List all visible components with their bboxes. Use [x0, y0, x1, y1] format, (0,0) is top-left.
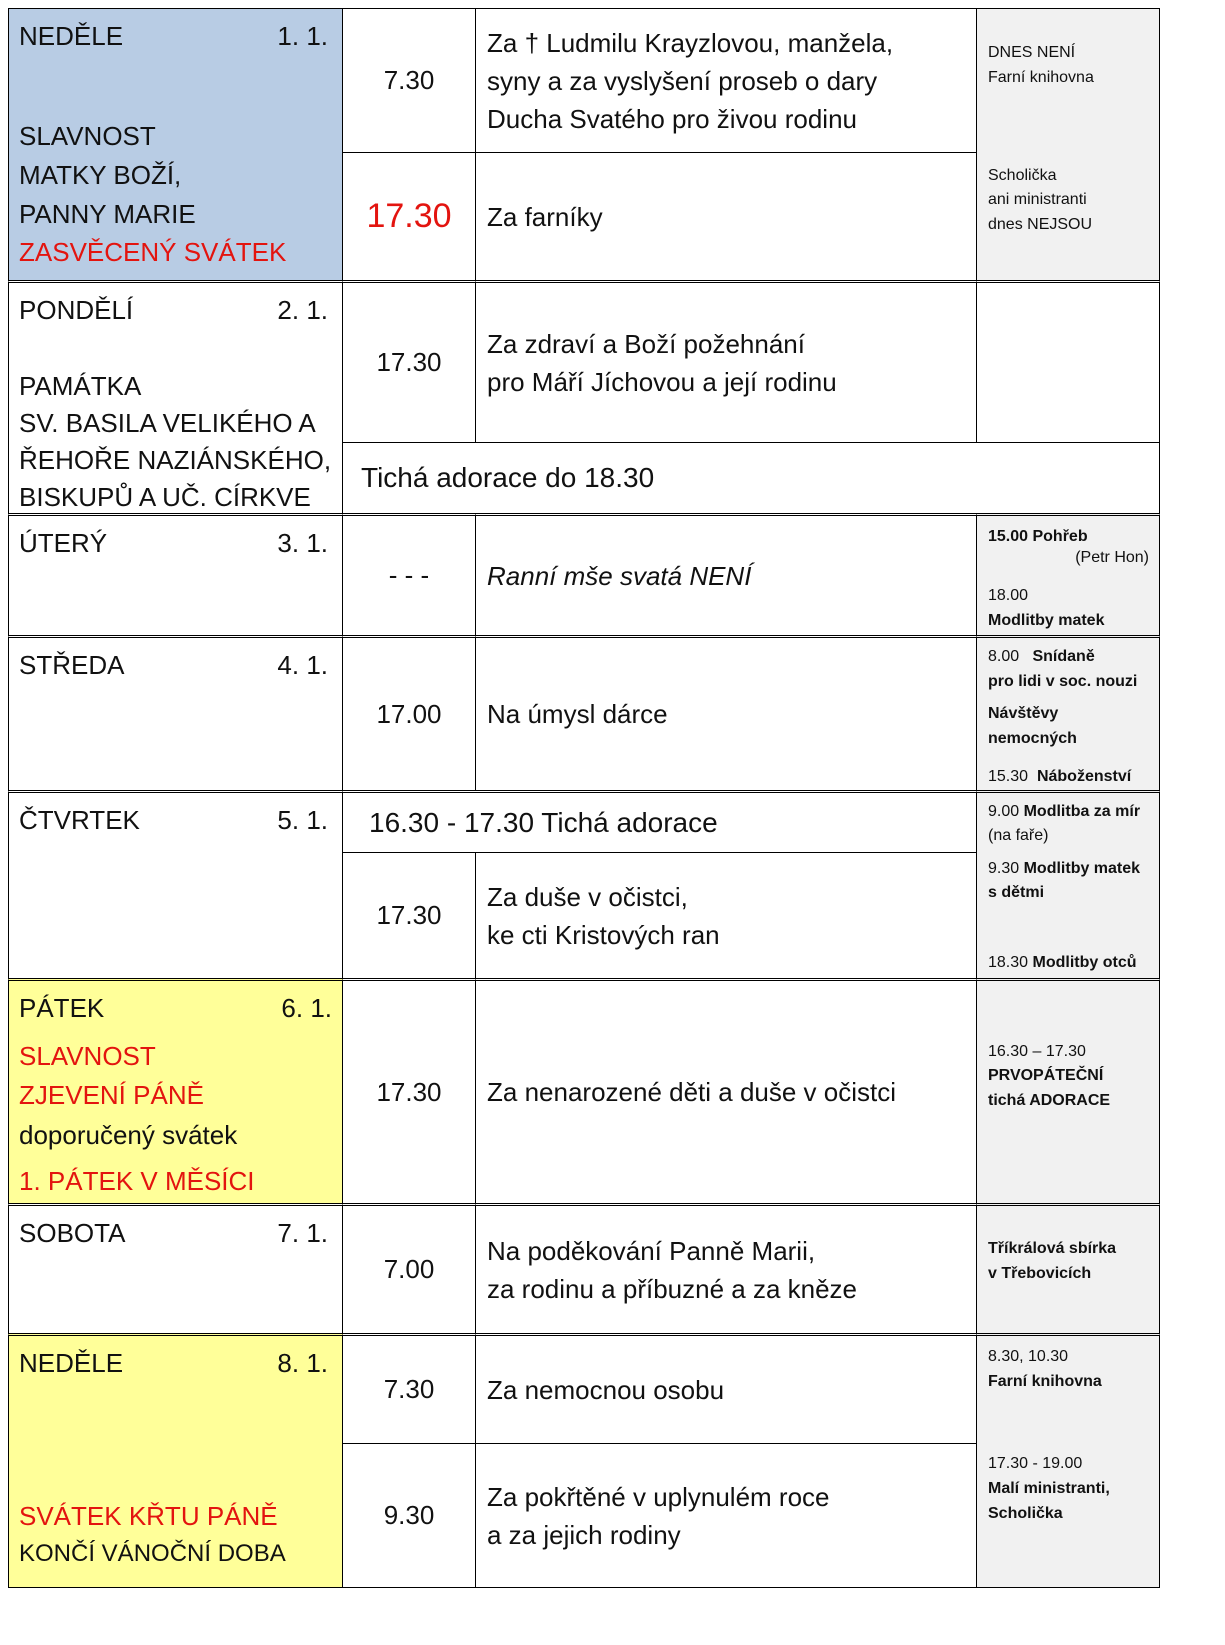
intention-line: Za duše v očistci,: [487, 881, 688, 912]
mass-intention: [476, 513, 977, 635]
adoration-row: [343, 442, 1160, 513]
side-notes: [977, 635, 1160, 790]
event-time: 15.30: [988, 768, 1029, 785]
feast-line-red: ZJEVENÍ PÁNĚ: [19, 1080, 204, 1110]
day-name: ČTVRTEK: [19, 805, 140, 835]
intention-line: a za jejich rodiny: [487, 1519, 681, 1550]
mass-time-highlighted: [343, 152, 476, 280]
day-cell-tuesday: [8, 513, 343, 635]
side-notes: [977, 513, 1160, 635]
mass-time: [343, 280, 476, 442]
mass-time-text: 7.30: [383, 65, 435, 95]
mass-time-text: 17.30: [376, 1076, 442, 1107]
day-cell-saturday: [8, 1203, 343, 1333]
side-notes: [977, 790, 1160, 978]
mass-intention: [476, 1443, 977, 1588]
feast-line-red: SVÁTEK KŘTU PÁNĚ: [19, 1501, 278, 1531]
feast-line-red: SLAVNOST: [19, 1041, 156, 1071]
intention-line: Za zdraví a Boží požehnání: [487, 328, 805, 359]
mass-time-text: 17.00: [376, 698, 442, 729]
event-time: 18.00: [988, 587, 1029, 604]
event-name: Návštěvy: [988, 705, 1059, 722]
mass-time: [343, 978, 476, 1203]
event-name: Scholička: [988, 1505, 1063, 1522]
day-cell-friday: [8, 978, 343, 1203]
first-friday-note: 1. PÁTEK V MĚSÍCI: [19, 1166, 255, 1196]
mass-time: [343, 852, 476, 978]
intention-line: Za nenarozené děti a duše v očistci: [487, 1077, 897, 1107]
event-name: PRVOPÁTEČNÍ: [988, 1067, 1104, 1084]
side-notes: [977, 1203, 1160, 1333]
event-line: [988, 856, 1140, 881]
mass-time: [343, 635, 476, 790]
mass-time-text: - - -: [388, 560, 430, 590]
event-name: pro lidi v soc. nouzi: [988, 673, 1138, 690]
event-line: [988, 644, 1095, 669]
mass-time-text: 7.30: [383, 1374, 435, 1404]
mass-intention: [476, 1203, 977, 1333]
mass-time-text: 9.30: [383, 1500, 435, 1530]
side-note: ani ministranti: [988, 191, 1087, 208]
side-note: Farní knihovna: [988, 69, 1094, 86]
day-cell-thursday: [8, 790, 343, 978]
mass-time-text: 7.00: [383, 1254, 435, 1284]
day-name: SOBOTA: [19, 1218, 126, 1248]
event-name: tichá ADORACE: [988, 1092, 1111, 1109]
feast-line: PANNY MARIE: [19, 199, 196, 229]
mass-intention: [476, 1333, 977, 1443]
mass-intention: [476, 152, 977, 280]
intention-line: Ranní mše svatá NENÍ: [487, 560, 752, 591]
mass-time: [343, 1203, 476, 1333]
mass-time-text: 17.30: [376, 347, 442, 377]
event-time: 9.00: [988, 803, 1020, 820]
side-notes: [977, 978, 1160, 1203]
day-name: ÚTERÝ: [19, 528, 108, 558]
event-time: 16.30 – 17.30: [988, 1043, 1086, 1060]
feast-rank: doporučený svátek: [19, 1120, 238, 1150]
side-notes: [977, 1333, 1160, 1588]
intention-line: za rodinu a příbuzné a za kněze: [487, 1273, 858, 1304]
event-name: Modlitby matek: [1023, 860, 1141, 877]
funeral-note: 15.00 Pohřeb: [988, 528, 1088, 545]
side-note: DNES NENÍ: [988, 44, 1076, 61]
feast-line: SV. BASILA VELIKÉHO A: [19, 408, 316, 438]
event-name: nemocných: [988, 730, 1077, 747]
event-time: 8.30, 10.30: [988, 1348, 1069, 1365]
mass-time-text: 17.30: [376, 900, 442, 930]
event-line: [988, 950, 1136, 975]
day-name: NEDĚLE: [19, 21, 124, 51]
event-name: Malí ministranti,: [988, 1480, 1110, 1497]
day-date: 5. 1.: [277, 805, 328, 835]
feast-rank-red: ZASVĚCENÝ SVÁTEK: [19, 237, 287, 267]
intention-line: Ducha Svatého pro živou rodinu: [487, 103, 858, 134]
event-line: [988, 764, 1131, 789]
intention-line: Za † Ludmilu Krayzlovou, manžela,: [487, 27, 894, 58]
side-note: dnes NEJSOU: [988, 216, 1093, 233]
mass-time: [343, 1333, 476, 1443]
weekly-mass-schedule-table: [8, 8, 1160, 1588]
mass-intention: [476, 635, 977, 790]
day-name: STŘEDA: [19, 650, 125, 680]
side-notes-empty: [977, 280, 1160, 442]
event-time: 18.30: [988, 954, 1029, 971]
event-name: Modlitby otců: [1032, 954, 1137, 971]
event-name: Snídaně: [1032, 648, 1095, 665]
intention-line: pro Máří Jíchovou a její rodinu: [487, 366, 837, 397]
day-date: 2. 1.: [277, 295, 328, 325]
event-time: 17.30 - 19.00: [988, 1455, 1083, 1472]
day-date: 6. 1.: [281, 993, 332, 1023]
feast-line: SLAVNOST: [19, 121, 156, 151]
funeral-name: (Petr Hon): [1075, 549, 1149, 566]
day-date: 3. 1.: [277, 528, 328, 558]
side-note: Scholička: [988, 167, 1057, 184]
event-time: 9.30: [988, 860, 1020, 877]
mass-intention: [476, 8, 977, 152]
feast-line: MATKY BOŽÍ,: [19, 160, 182, 190]
mass-time: [343, 1443, 476, 1588]
adoration-text: Tichá adorace do 18.30: [361, 462, 655, 493]
day-cell-sunday-8: [8, 1333, 343, 1588]
mass-intention: [476, 978, 977, 1203]
intention-line: Za pokřtěné v uplynulém roce: [487, 1481, 830, 1512]
event-time: 8.00: [988, 648, 1020, 665]
event-note: (na faře): [988, 827, 1049, 844]
adoration-text: 16.30 - 17.30 Tichá adorace: [369, 806, 718, 838]
feast-line: ŘEHOŘE NAZIÁNSKÉHO,: [19, 445, 332, 475]
day-cell-wednesday: [8, 635, 343, 790]
day-name: PONDĚLÍ: [19, 295, 134, 325]
intention-line: Za nemocnou osobu: [487, 1374, 725, 1405]
intention-line: Na úmysl dárce: [487, 699, 668, 729]
event-name: v Třebovicích: [988, 1265, 1092, 1282]
intention-line: ke cti Kristových ran: [487, 919, 720, 950]
event-name: Modlitba za mír: [1023, 803, 1141, 820]
event-line: [988, 799, 1140, 824]
event-name: Modlitby matek: [988, 612, 1105, 629]
intention-line: Za farníky: [487, 201, 603, 232]
event-name: s dětmi: [988, 884, 1045, 901]
feast-line: PAMÁTKA: [19, 371, 142, 401]
side-notes: [977, 8, 1160, 280]
day-name: PÁTEK: [19, 993, 105, 1023]
intention-line: Na poděkování Panně Marii,: [487, 1235, 816, 1266]
mass-intention: [476, 852, 977, 978]
intention-line: syny a za vyslyšení proseb o dary: [487, 65, 878, 96]
day-date: 4. 1.: [277, 650, 328, 680]
season-note: KONČÍ VÁNOČNÍ DOBA: [19, 1540, 286, 1567]
mass-time: [343, 8, 476, 152]
mass-time-text: 17.30: [366, 197, 452, 235]
day-cell-monday: [8, 280, 343, 513]
feast-line: BISKUPŮ A UČ. CÍRKVE: [19, 482, 311, 512]
day-cell-sunday-1: [8, 8, 343, 280]
event-name: Farní knihovna: [988, 1373, 1102, 1390]
day-name: NEDĚLE: [19, 1348, 124, 1378]
mass-time: [343, 513, 476, 635]
day-date: 7. 1.: [277, 1218, 328, 1248]
adoration-row: [343, 790, 977, 852]
mass-intention: [476, 280, 977, 442]
event-name: Tříkrálová sbírka: [988, 1240, 1117, 1257]
day-date: 1. 1.: [277, 21, 328, 51]
event-name: Náboženství: [1036, 768, 1132, 785]
day-date: 8. 1.: [277, 1348, 328, 1378]
